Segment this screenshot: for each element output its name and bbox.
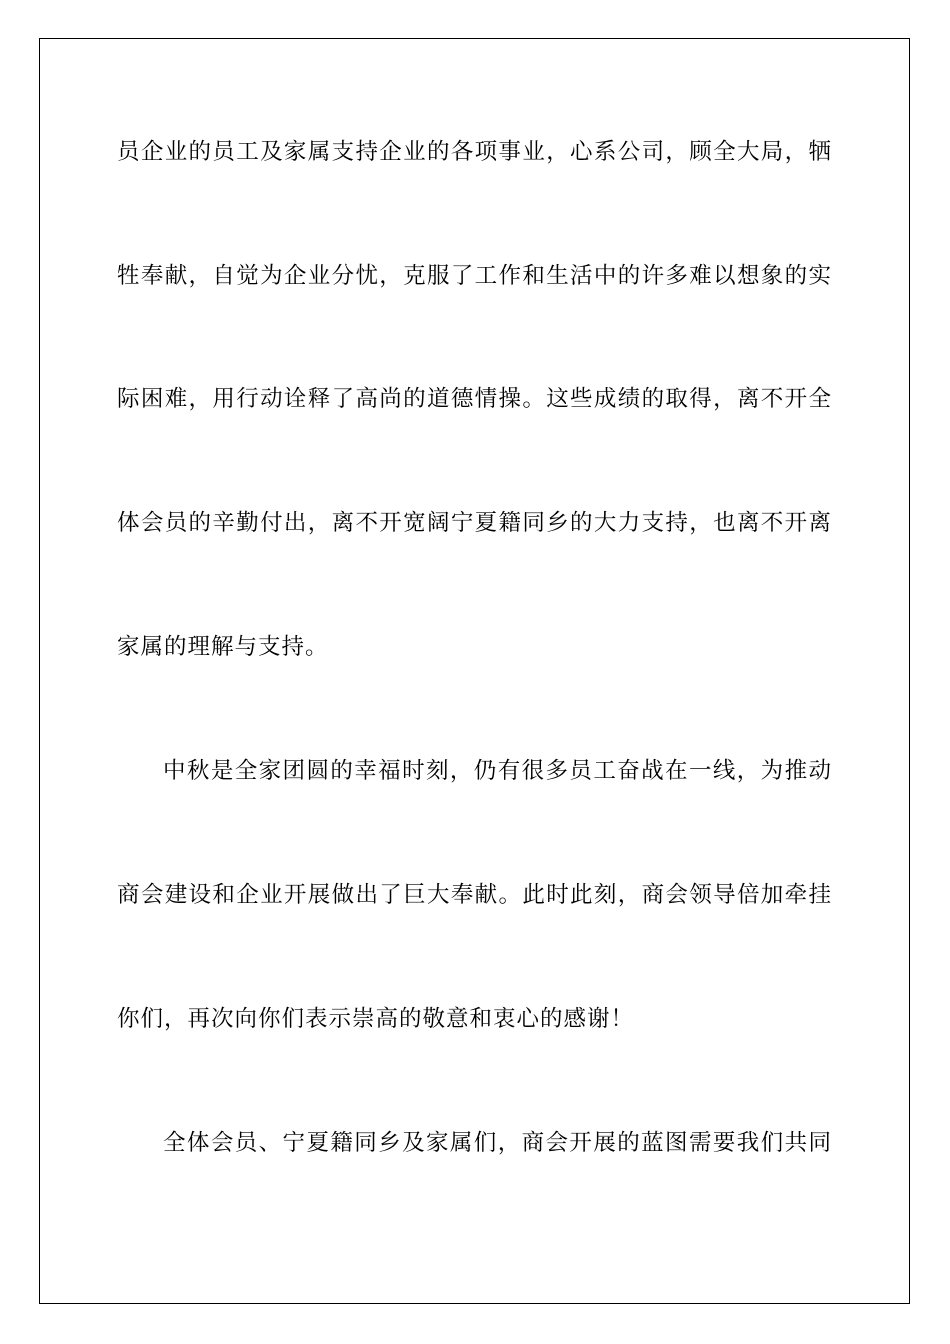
paragraph-3-line-1: 全体会员、宁夏籍同乡及家属们，商会开展的蓝图需要我们共同 <box>163 1130 832 1156</box>
paragraph-2-line-1: 中秋是全家团圆的幸福时刻，仍有很多员工奋战在一线，为推动 <box>163 758 832 784</box>
paragraph-1-line-2: 牲奉献，自觉为企业分忧，克服了工作和生活中的许多难以想象的实 <box>117 263 832 289</box>
paragraph-2-line-2: 商会建设和企业开展做出了巨大奉献。此时此刻，商会领导倍加牵挂 <box>117 882 832 908</box>
paragraph-1-line-1: 员企业的员工及家属支持企业的各项事业，心系公司，顾全大局，牺 <box>117 139 832 165</box>
page-border <box>39 38 910 1304</box>
paragraph-1-line-5: 家属的理解与支持。 <box>117 634 329 660</box>
paragraph-1-line-4: 体会员的辛勤付出，离不开宽阔宁夏籍同乡的大力支持，也离不开离 <box>117 510 832 536</box>
paragraph-2-line-3: 你们，再次向你们表示崇高的敬意和衷心的感谢！ <box>117 1006 635 1032</box>
paragraph-1-line-3: 际困难，用行动诠释了高尚的道德情操。这些成绩的取得，离不开全 <box>117 386 832 412</box>
